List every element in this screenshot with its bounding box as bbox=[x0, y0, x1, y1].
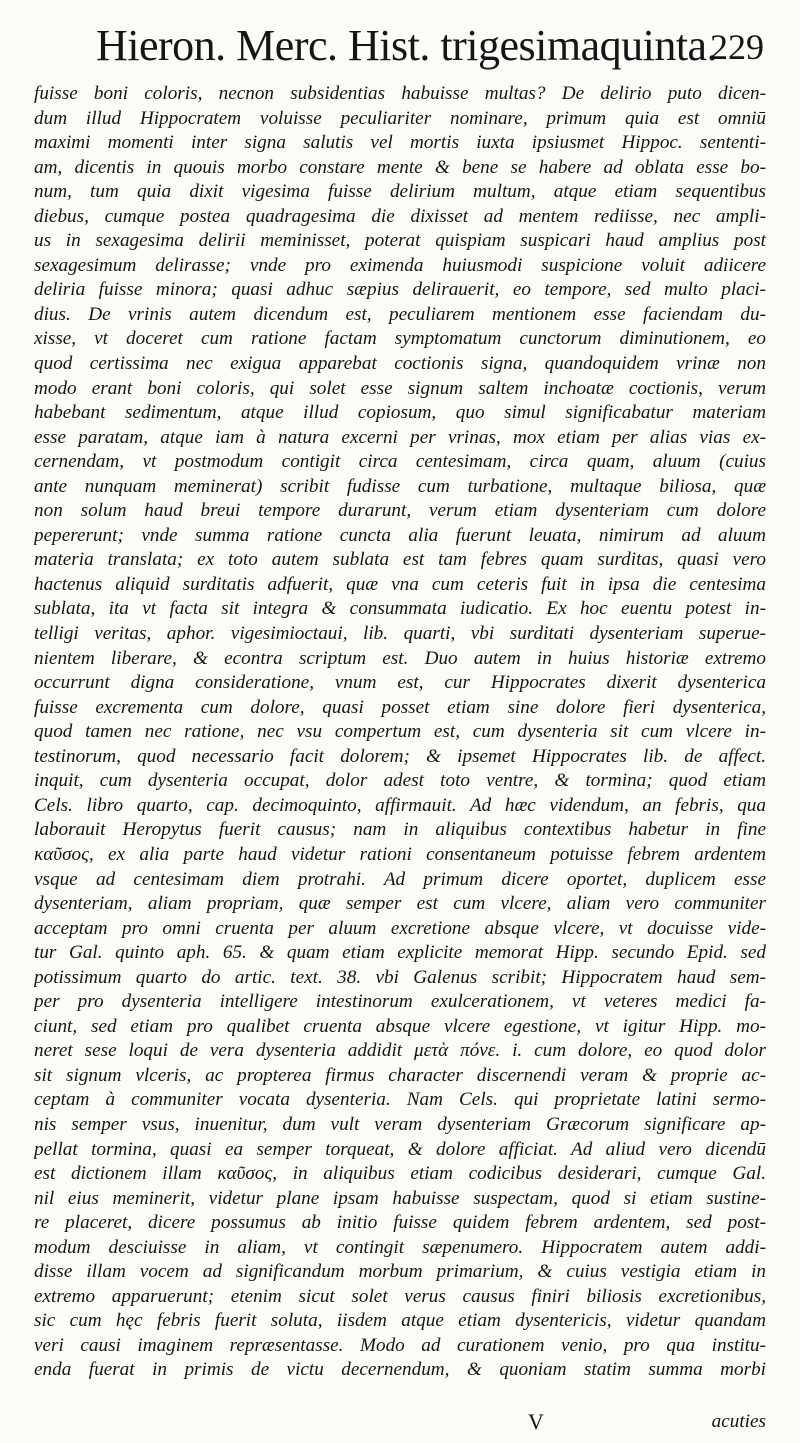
text-line: dysenteriam, aliam propriam, quæ semper est cum vlcere, aliam vero communiter bbox=[34, 893, 766, 915]
text-line: ante nunquam meminerat) scribit fudisse cum turbatione, multaque biliosa, quæ bbox=[34, 475, 766, 497]
text-line: nis semper vsus, inuenitur, dum vult veram dysenteriam Græcorum significare ap- bbox=[34, 1113, 766, 1135]
running-title: Hieron. Merc. Hist. trigesimaquinta. bbox=[96, 21, 718, 70]
text-line: non solum haud breui tempore durarunt, verum etiam dysenteriam cum dolore bbox=[34, 500, 766, 522]
text-line: disse illam vocem ad significandum morbum primarium, & cuius vestigia etiam in bbox=[34, 1261, 766, 1283]
text-line: cernendam, vt postmodum contigit circa centesimam, circa quam, aluum (cuius bbox=[34, 451, 766, 473]
text-line: acceptam pro omni cruenta per aluum excretione absque vlcere, vt docuisse vide- bbox=[34, 917, 766, 939]
page-number: 229 bbox=[710, 27, 764, 67]
text-line: fuisse boni coloris, necnon subsidentias habuisse multas? De delirio puto dicen- bbox=[34, 83, 766, 104]
text-line: habebant sedimentum, atque illud copiosum, quo simul significabatur materiam bbox=[34, 402, 766, 424]
text-line: pellat tormina, quasi ea semper torqueat, & dolore afficiat. Ad aliud vero dicendū bbox=[34, 1138, 766, 1160]
text-line: extremo apparuerunt; etenim sicut solet verus causus finiri biliosis excretionibus, bbox=[34, 1285, 766, 1307]
text-line: potissimum quarto do artic. text. 38. vbi Galenus scribit; Hippocratem haud sem- bbox=[34, 966, 766, 988]
text-line: maximi momenti inter signa salutis vel mortis iuxta ipsiusmet Hippoc. sententi- bbox=[34, 132, 766, 154]
text-line: enda fuerat in primis de victu decernendum, & quoniam statim summa morbi bbox=[34, 1359, 766, 1381]
text-line: dius. De vrinis autem dicendum est, peculiarem mentionem esse faciendam du- bbox=[34, 303, 766, 325]
text-line: veri causi imaginem repræsentasse. Modo ad curationem venio, pro qua institu- bbox=[34, 1334, 766, 1356]
text-line: sublata, ita vt facta sit integra & consummata iudicatio. Ex hoc euentu potest in- bbox=[34, 598, 766, 620]
text-line: sit signum vlceris, ac propterea firmus character discernendi veram & proprie ac- bbox=[34, 1064, 766, 1086]
text-line: sic cum hęc febris fuerit soluta, iisdem atque etiam dysentericis, videtur quandam bbox=[34, 1310, 766, 1332]
text-line: nientem liberare, & econtra scriptum est. Duo autem in huius historiæ extremo bbox=[34, 647, 766, 669]
text-line: diebus, cumque postea quadragesima die dixisset ad mentem rediisse, nec ampli- bbox=[34, 205, 766, 227]
page-footer bbox=[34, 1408, 766, 1438]
text-line: hactenus aliquid surditatis adfuerit, quæ vna cum ceteris fuit in ipsa die centesima bbox=[34, 573, 766, 595]
text-line: us in sexagesima delirii meminisset, poterat quispiam suspicari haud amplius post bbox=[34, 230, 766, 252]
text-line: occurrunt digna consideratione, vnum est, cur Hippocrates dixerit dysenterica bbox=[34, 672, 766, 694]
text-line: xisse, vt doceret cum ratione factam symptomatum cunctorum diminutionem, eo bbox=[34, 328, 766, 350]
text-line: num, tum quia dixit vigesima fuisse delirium multum, atque etiam sequentibus bbox=[34, 181, 766, 203]
page-header bbox=[40, 14, 772, 76]
text-line: dum illud Hippocratem voluisse peculiariter nominare, primum quia est omniū bbox=[34, 107, 766, 129]
body-text bbox=[34, 82, 766, 1383]
catchword: acuties bbox=[711, 1411, 766, 1432]
text-line: materia translata; ex toto autem sublata est tam febres quam surditas, quasi vero bbox=[34, 549, 766, 571]
text-line: καῦσος, ex alia parte haud videtur rationi consentaneum potuisse febrem ardentem bbox=[34, 843, 766, 865]
text-line: fuisse excrementa cum dolore, quasi posset etiam sine dolore fieri dysenterica, bbox=[34, 696, 766, 718]
text-line: Cels. libro quarto, cap. decimoquinto, affirmauit. Ad hæc videndum, an febris, qua bbox=[34, 794, 766, 816]
text-line: inquit, cum dysenteria occupat, dolor adest toto ventre, & tormina; quod etiam bbox=[34, 770, 766, 792]
text-line: am, dicentis in quouis morbo constare mente & bene se habere ad oblata esse bo- bbox=[34, 156, 766, 178]
text-line: laborauit Heropytus fuerit causus; nam in aliquibus contextibus habetur in fine bbox=[34, 819, 766, 841]
text-line: est dictionem illam καῦσος, in aliquibus etiam codicibus desiderari, cumque Gal. bbox=[34, 1163, 766, 1185]
text-line: vsque ad centesimam diem protrahi. Ad primum dicere oportet, duplicem esse bbox=[34, 868, 766, 890]
text-line: ceptam à communiter vocata dysenteria. Nam Cels. qui proprietate latini sermo- bbox=[34, 1089, 766, 1111]
text-line: quod tamen nec ratione, nec vsu compertum est, cum dysenteria sit cum vlcere in- bbox=[34, 721, 766, 743]
text-line: tur Gal. quinto aph. 65. & quam etiam explicite memorat Hipp. secundo Epid. sed bbox=[34, 942, 766, 964]
text-line: quod certissima nec exigua apparebat coctionis signa, quandoquidem vrinæ non bbox=[34, 353, 766, 375]
text-line: modo erant boni coloris, qui solet esse signum saltem inchoatæ coctionis, verum bbox=[34, 377, 766, 399]
text-line: sexagesimum delirasse; vnde pro eximenda huiusmodi suspicione voluit adiicere bbox=[34, 254, 766, 276]
text-line: esse paratam, atque iam à natura excerni per vrinas, mox etiam per alias vias ex- bbox=[34, 426, 766, 448]
text-line: pepererunt; vnde summa ratione cuncta alia fuerunt leuata, nimirum ad aluum bbox=[34, 524, 766, 546]
text-line: testinorum, quod necessario facit dolorem; & ipsemet Hippocrates lib. de affect. bbox=[34, 745, 766, 767]
text-line: modum desciuisse in aliam, vt contingit sæpenumero. Hippocratem autem addi- bbox=[34, 1236, 766, 1258]
text-line: neret sese loqui de vera dysenteria addidit μετὰ πόνε. i. cum dolore, eo quod dolor bbox=[34, 1040, 766, 1062]
text-line: per pro dysenteria intelligere intestinorum exulcerationem, vt veteres medici fa- bbox=[34, 991, 766, 1013]
text-line: ciunt, sed etiam pro qualibet cruenta absque vlcere egestione, vt igitur Hipp. mo- bbox=[34, 1015, 766, 1037]
text-line: nil eius meminerit, videtur plane ipsam habuisse suspectam, quod si etiam sustine- bbox=[34, 1187, 766, 1209]
text-line: re placeret, dicere possumus ab initio fuisse quidem febrem ardentem, sed post- bbox=[34, 1212, 766, 1234]
text-line: deliria fuisse minora; quasi adhuc sæpius delirauerit, eo tempore, sed multo placi- bbox=[34, 279, 766, 301]
signature-mark: V bbox=[528, 1409, 544, 1434]
text-line: telligi veritas, aphor. vigesimioctaui, lib. quarti, vbi surditati dysenteriam superue- bbox=[34, 623, 766, 645]
